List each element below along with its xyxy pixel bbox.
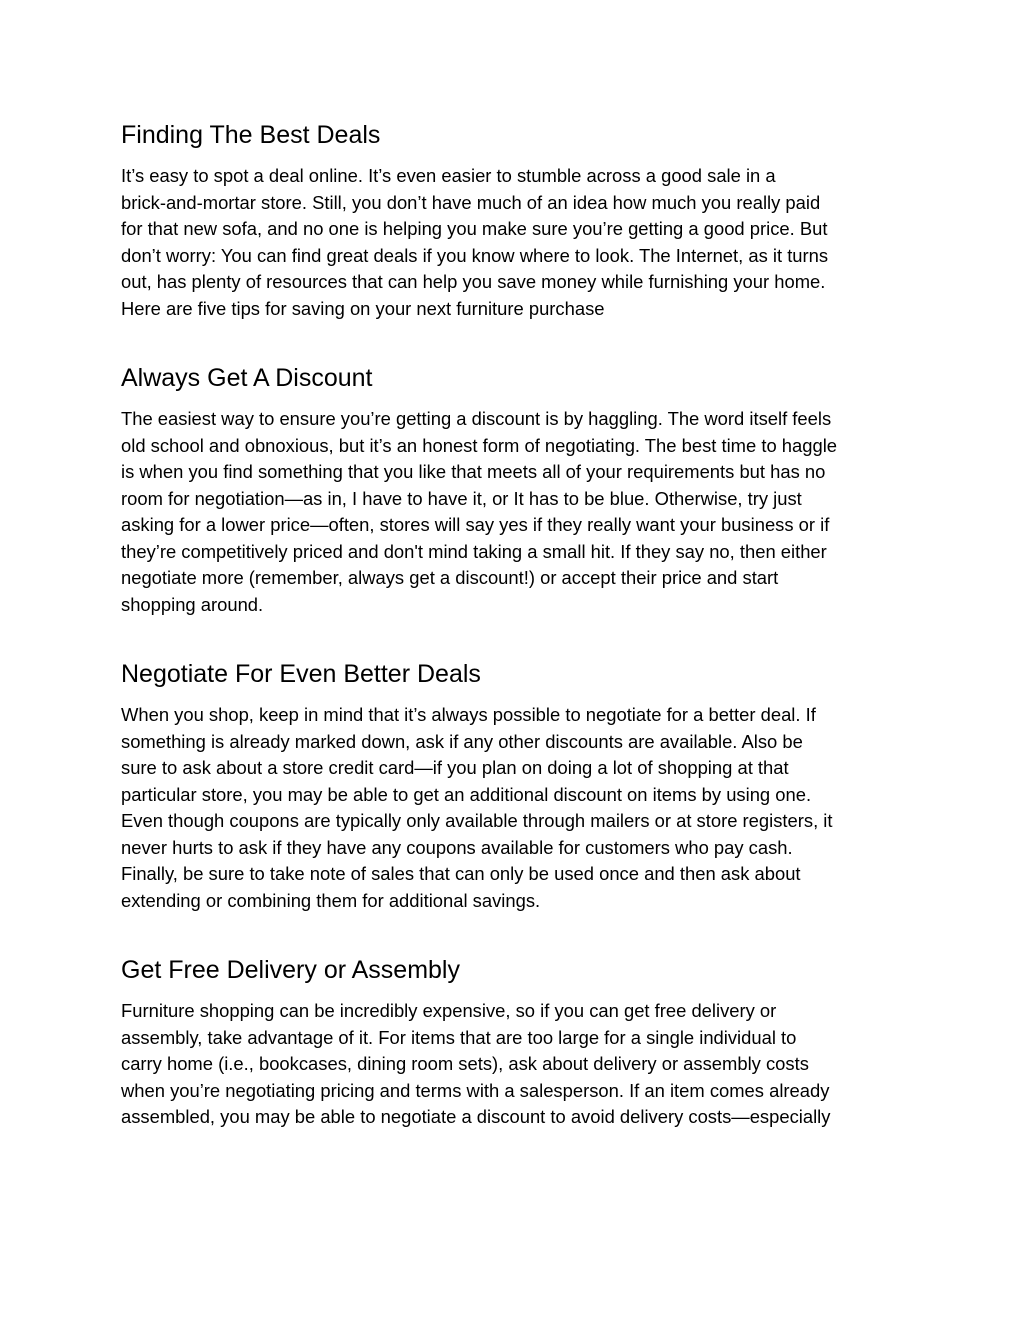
- paragraph-line: asking for a lower price—often, stores will say yes if they really want your business or if: [121, 514, 830, 535]
- section-heading: Get Free Delivery or Assembly: [121, 956, 460, 984]
- paragraph-line: old school and obnoxious, but it’s an honest form of negotiating. The best time to haggle: [121, 434, 838, 456]
- section-always-get-discount: [121, 361, 911, 618]
- paragraph-line: The easiest way to ensure you’re getting a discount is by haggling. The word itself feels: [121, 408, 832, 429]
- paragraph-line: brick-and-mortar store. Still, you don’t have much of an idea how much you really paid: [121, 191, 821, 213]
- paragraph-line: for that new sofa, and no one is helping you make sure you’re getting a good price. But: [121, 218, 828, 239]
- section-spacer: [121, 618, 911, 657]
- section-finding-best-deals: [121, 118, 911, 322]
- paragraph-line: assembled, you may be able to negotiate a discount to avoid delivery costs—especially: [121, 1106, 831, 1127]
- paragraph-line: negotiate more (remember, always get a discount!) or accept their price and start: [121, 567, 779, 588]
- paragraph-line: Even though coupons are typically only available through mailers or at store registers, it: [121, 810, 833, 831]
- paragraph-line: out, has plenty of resources that can help you save money while furnishing your home.: [121, 271, 826, 292]
- paragraph-line: never hurts to ask if they have any coupons available for customers who pay cash.: [121, 836, 793, 858]
- section-paragraph: [121, 406, 911, 618]
- section-spacer: [121, 322, 911, 361]
- paragraph-line: room for negotiation—as in, I have to have it, or It has to be blue. Otherwise, try just: [121, 487, 802, 509]
- section-heading: Finding The Best Deals: [121, 121, 381, 149]
- paragraph-line: It’s easy to spot a deal online. It’s even easier to stumble across a good sale in a: [121, 165, 776, 186]
- section-paragraph: [121, 702, 911, 914]
- paragraph-line: extending or combining them for additional savings.: [121, 889, 541, 911]
- paragraph-line: don’t worry: You can find great deals if you know where to look. The Internet, as it turns: [121, 244, 829, 266]
- section-paragraph: [121, 163, 911, 322]
- section-heading: Negotiate For Even Better Deals: [121, 660, 481, 688]
- section-heading: Always Get A Discount: [121, 364, 373, 392]
- paragraph-line: Furniture shopping can be incredibly expensive, so if you can get free delivery or: [121, 1000, 777, 1021]
- paragraph-line: assembly, take advantage of it. For items that are too large for a single individual to: [121, 1026, 797, 1048]
- paragraph-line: something is already marked down, ask if any other discounts are available. Also be: [121, 730, 803, 752]
- paragraph-line: shopping around.: [121, 593, 264, 615]
- paragraph-line: carry home (i.e., bookcases, dining room sets), ask about delivery or assembly costs: [121, 1053, 809, 1074]
- section-free-delivery-assembly: [121, 953, 911, 1131]
- paragraph-line: Here are five tips for saving on your next furniture purchase: [121, 297, 605, 319]
- section-paragraph: [121, 998, 911, 1131]
- paragraph-line: Finally, be sure to take note of sales that can only be used once and then ask about: [121, 863, 801, 884]
- paragraph-line: they’re competitively priced and don't mind taking a small hit. If they say no, then either: [121, 540, 827, 562]
- paragraph-line: is when you find something that you like that meets all of your requirements but has no: [121, 461, 826, 482]
- paragraph-line: When you shop, keep in mind that it’s always possible to negotiate for a better deal. If: [121, 704, 816, 725]
- paragraph-line: particular store, you may be able to get an additional discount on items by using one.: [121, 783, 812, 805]
- section-spacer: [121, 914, 911, 953]
- paragraph-line: sure to ask about a store credit card—if you plan on doing a lot of shopping at that: [121, 757, 789, 778]
- section-negotiate-better-deals: [121, 657, 911, 914]
- document-page: [121, 118, 911, 1131]
- paragraph-line: when you’re negotiating pricing and terms with a salesperson. If an item comes already: [121, 1079, 830, 1101]
